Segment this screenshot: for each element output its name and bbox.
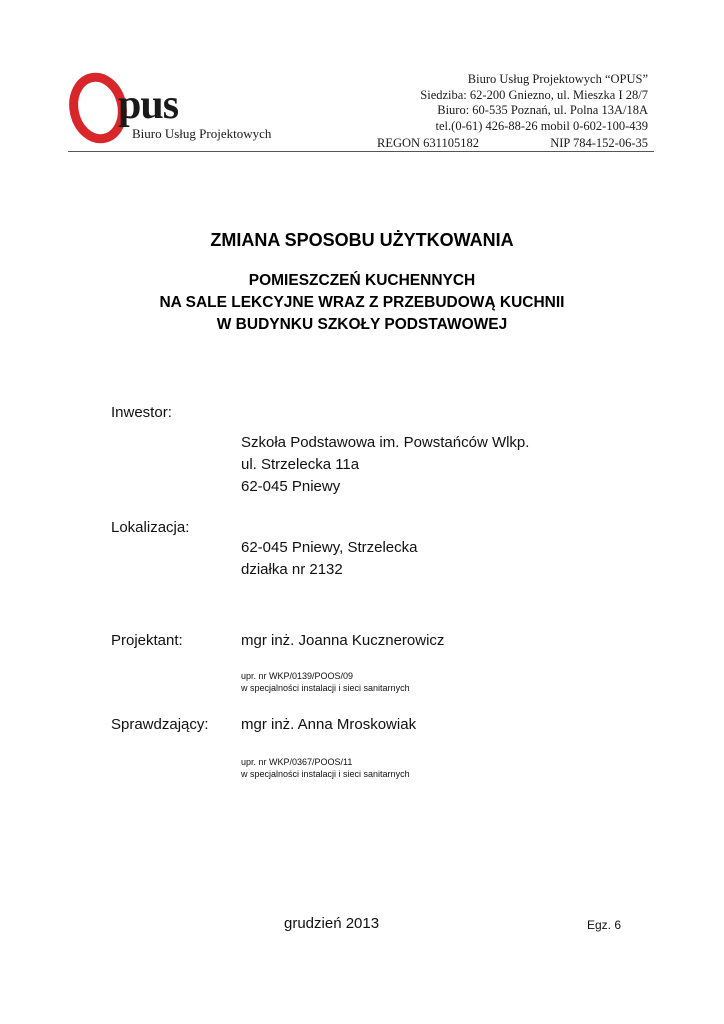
designer-license: upr. nr WKP/0139/POOS/09	[241, 671, 354, 681]
logo-wordmark: pus	[118, 82, 179, 128]
location-value	[241, 537, 417, 581]
checker-name: mgr inż. Anna Mroskowiak	[241, 716, 417, 733]
investor-value	[241, 432, 529, 498]
checker-license: upr. nr WKP/0367/POOS/11	[241, 757, 353, 767]
designer-specialty: w specjalności instalacji i sieci sanitarnych	[241, 683, 410, 693]
subtitle-line: W BUDYNKU SZKOŁY PODSTAWOWEJ	[216, 316, 508, 333]
subtitle-line: POMIESZCZEŃ KUCHENNYCH	[248, 272, 476, 289]
copy-number: Egz. 6	[587, 918, 622, 932]
header-divider	[68, 151, 654, 152]
location-line: 62-045 Pniewy, Strzelecka	[241, 539, 418, 556]
company-registry	[377, 136, 648, 151]
designer-credentials	[241, 670, 410, 694]
investor-label: Inwestor:	[111, 404, 172, 421]
designer-name: mgr inż. Joanna Kucznerowicz	[241, 632, 445, 649]
company-info	[420, 72, 648, 134]
investor-line: ul. Strzelecka 11a	[241, 456, 360, 473]
logo-subtitle: Biuro Usług Projektowych	[132, 126, 272, 141]
subtitle-line: NA SALE LEKCYJNE WRAZ Z PRZEBUDOWĄ KUCHNII	[159, 294, 565, 311]
checker-label: Sprawdzający:	[111, 716, 209, 733]
checker-credentials	[241, 756, 410, 780]
company-nip: NIP 784-152-06-35	[550, 136, 648, 150]
company-phone: tel.(0-61) 426-88-26 mobil 0-602-100-439	[435, 118, 648, 133]
document-date: grudzień 2013	[284, 915, 380, 932]
checker-specialty: w specjalności instalacji i sieci sanitarnych	[241, 769, 410, 779]
company-regon: REGON 631105182	[377, 136, 479, 150]
document-title: ZMIANA SPOSOBU UŻYTKOWANIA	[210, 230, 514, 250]
investor-line: Szkoła Podstawowa im. Powstańców Wlkp.	[241, 434, 530, 451]
document-subtitle	[0, 270, 724, 336]
location-line: działka nr 2132	[241, 561, 343, 578]
designer-label: Projektant:	[111, 632, 183, 649]
company-office: Biuro: 60-535 Poznań, ul. Polna 13A/18A	[437, 103, 648, 117]
company-name: Biuro Usług Projektowych “OPUS”	[467, 72, 648, 86]
location-label: Lokalizacja:	[111, 519, 190, 536]
company-seat: Siedziba: 62-200 Gniezno, ul. Mieszka I 28/7	[420, 87, 648, 102]
investor-line: 62-045 Pniewy	[241, 478, 341, 495]
company-logo	[68, 72, 272, 144]
